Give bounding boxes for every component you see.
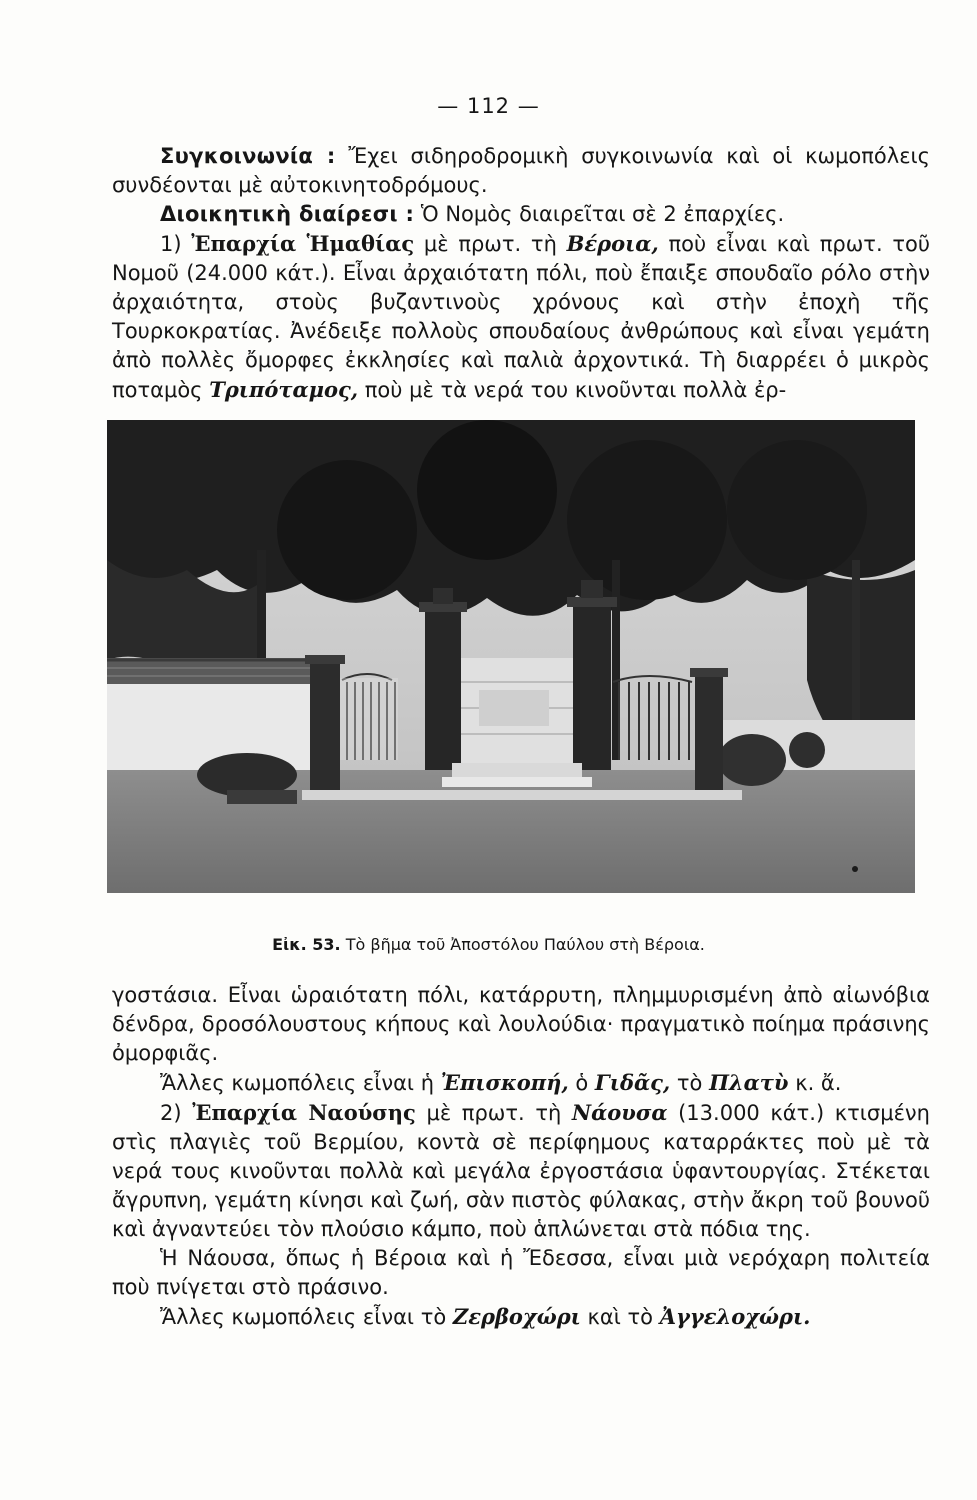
paragraph-division [112, 200, 930, 229]
river-tripotamos: Τριπόταμος, [209, 377, 359, 402]
naousa-number: 2) [160, 1101, 193, 1125]
caption-label: Εἰκ. 53. [272, 935, 341, 954]
imathia-text-2: ποὺ εἶναι καὶ πρωτ. τοῦ Νομοῦ (24.000 κάτ.). Εἶναι ἀρχαιότατη πόλι, ποὺ ἔπαιξε σπουδαῖο ρόλο στὴν ἀρχαιότητα, στοὺς βυζαντινοὺς χρόνους καὶ στὴν ἐποχὴ τῆς Τουρκοκρατίας. Ἀνέδειξε πολλοὺς σπουδαίους ἀνθρώπους καὶ εἶναι γεμάτη ἀπὸ πολλὲς ὄμορφες ἐκκλησίες καὶ παλιὰ ἀρχοντικά. Τὴ διαρρέει ὁ μικρὸς ποταμὸς [112, 232, 930, 402]
text-lower [112, 981, 930, 1332]
naousa-towns-text-1: Ἄλλες κωμοπόλεις εἶναι τὸ [160, 1305, 453, 1329]
naousa-towns-text-2: καὶ τὸ [580, 1305, 660, 1329]
heading-imathia: Ἐπαρχία Ἡμαθίας [191, 231, 415, 256]
page-number: — 112 — [437, 94, 540, 118]
division-text: Ὁ Νομὸς διαιρεῖται σὲ 2 ἐπαρχίες. [414, 202, 785, 226]
heading-communication: Συγκοινωνία : [160, 144, 336, 168]
naousa-text-1: μὲ πρωτ. τὴ [415, 1101, 572, 1125]
imathia-towns-text-3: τὸ [670, 1071, 710, 1095]
text-upper [112, 142, 930, 405]
photo-bema-apostle-paul [107, 420, 915, 893]
heading-division: Διοικητικὴ διαίρεσι : [160, 202, 415, 226]
figure-caption [0, 935, 977, 954]
naousa-text-2: (13.000 κάτ.) κτισμένη στὶς πλαγιὲς τοῦ Βερμίου, κοντὰ σὲ περίφημους καταρράκτες ποὺ μὲ τὰ νερά τους κινοῦνται πολλὰ καὶ μεγάλα ἐργοστάσια ὑφαντουργίας. Στέκεται ἄγρυπνη, γεμάτη κίνησι καὶ ζωή, σὰν πιστὸς φύλακας, στὴν ἄκρη τοῦ βουνοῦ καὶ ἀγναντεύει τὸν πλούσιο κάμπο, ποὺ ἁπλώνεται στὰ πόδια της. [112, 1101, 930, 1241]
imathia-towns-text-1: Ἄλλες κωμοπόλεις εἶναι ἡ [160, 1071, 441, 1095]
town-gidas: Γιδᾶς, [594, 1070, 671, 1095]
photo-image [107, 420, 915, 893]
paragraph-naousa-towns [112, 1302, 930, 1332]
caption-text: Τὸ βῆμα τοῦ Ἀποστόλου Παύλου στὴ Βέροια. [340, 935, 705, 954]
heading-naousa: Ἐπαρχία Ναούσης [192, 1100, 416, 1125]
imathia-towns-text-2: ὁ [568, 1071, 595, 1095]
imathia-text-3: ποὺ μὲ τὰ νερά του κινοῦνται πολλὰ ἐρ- [358, 378, 787, 402]
town-platy: Πλατὺ [709, 1070, 789, 1095]
imathia-towns-text-4: κ. ἄ. [788, 1071, 842, 1095]
town-episkopi: Ἐπισκοπή, [440, 1070, 569, 1095]
paragraph-naousa [112, 1098, 930, 1244]
paragraph-imathia-towns [112, 1068, 930, 1098]
city-veroia: Βέροια, [566, 231, 659, 256]
paragraph-veroia-continued: γοστάσια. Εἶναι ὡραιότατη πόλι, κατάρρυτη, πλημμυρισμένη ἀπὸ αἰωνόβια δένδρα, δροσόλουστους κήπους καὶ λουλούδια· πραγματικὸ ποίημα πράσινης ὀμορφιᾶς. [112, 983, 930, 1065]
paragraph-naousa-green: Ἡ Νάουσα, ὅπως ἡ Βέροια καὶ ἡ Ἔδεσσα, εἶναι μιὰ νερόχαρη πολιτεία ποὺ πνίγεται στὸ πράσινο. [112, 1246, 930, 1299]
paragraph-imathia [112, 229, 930, 405]
city-naousa: Νάουσα [571, 1100, 668, 1125]
town-zervochori: Ζερβοχώρι [452, 1304, 581, 1329]
print-speck [852, 866, 858, 872]
imathia-text-1: μὲ πρωτ. τὴ [414, 232, 567, 256]
imathia-number: 1) [160, 232, 192, 256]
communication-text: Ἔχει σιδηροδρομικὴ συγκοινωνία καὶ οἱ κωμοπόλεις συνδέονται μὲ αὐτοκινητοδρόμους. [112, 144, 930, 197]
town-angelochori: Ἀγγελοχώρι. [659, 1304, 811, 1329]
paragraph-communication [112, 142, 930, 200]
